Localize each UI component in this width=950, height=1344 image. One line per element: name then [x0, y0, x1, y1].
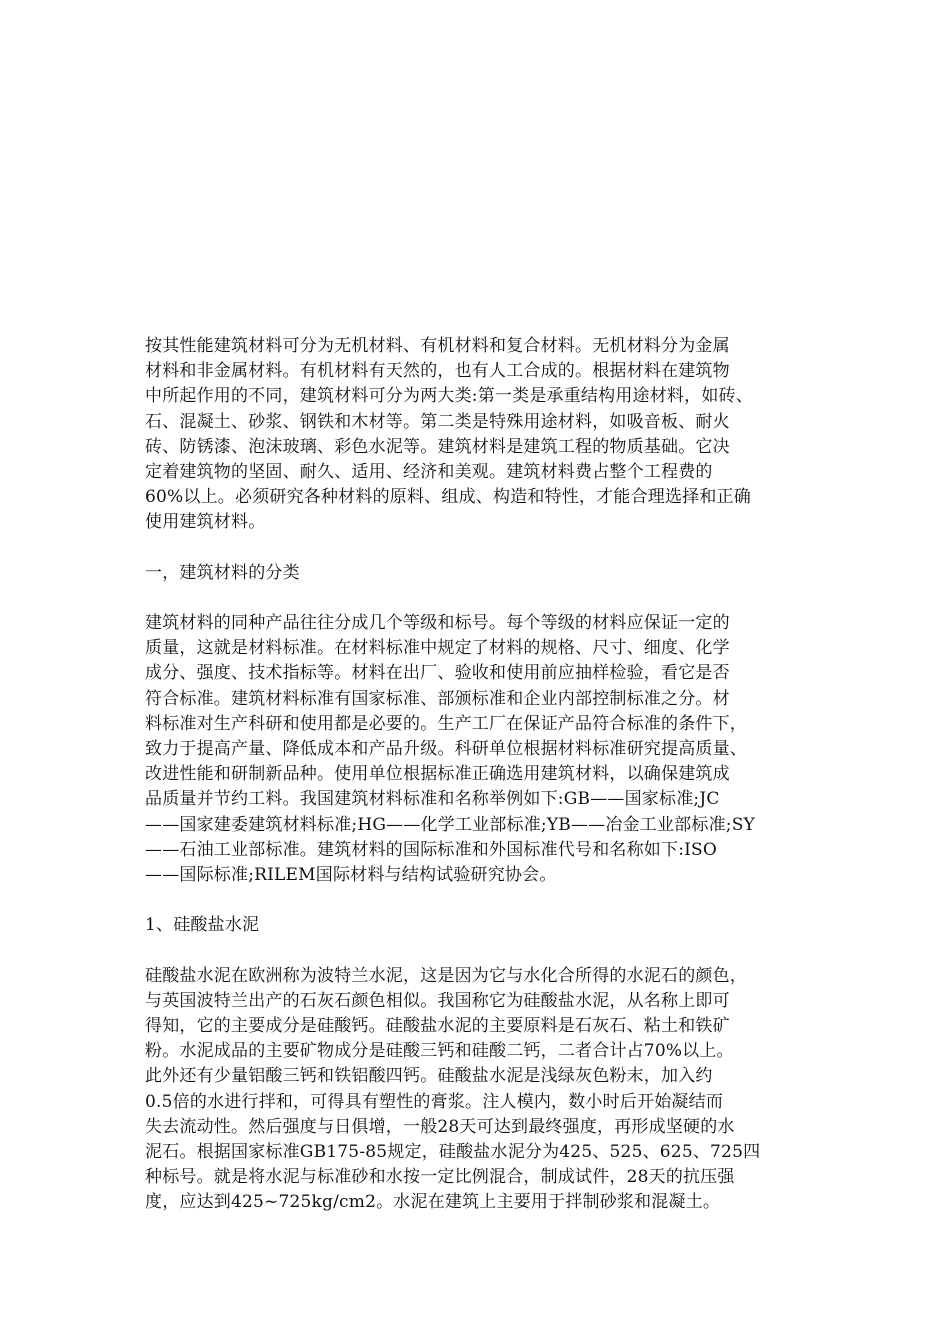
heading-text: 1、硅酸盐水泥 [145, 915, 260, 936]
text-line: ——石油工业部标准。建筑材料的国际标准和外国标准代号和名称如下:ISO [145, 839, 718, 860]
paragraph-spacer [145, 939, 815, 964]
text-line: 材料和非金属材料。有机材料有天然的，也有人工合成的。根据材料在建筑物 [145, 361, 730, 382]
cement-paragraph [145, 964, 815, 1216]
text-line: 度，应达到425~725kg/cm2。水泥在建筑上主要用于拌制砂浆和混凝土。 [145, 1192, 721, 1213]
text-line: 符合标准。建筑材料标准有国家标准、部颁标准和企业内部控制标准之分。材 [145, 688, 730, 709]
paragraph-spacer [145, 586, 815, 611]
text-line: ——国际标准;RILEM国际材料与结构试验研究协会。 [145, 864, 557, 885]
text-line: 得知，它的主要成分是硅酸钙。硅酸盐水泥的主要原料是石灰石、粘土和铁矿 [145, 1016, 730, 1037]
text-line: 60%以上。必须研究各种材料的原料、组成、构造和特性，才能合理选择和正确 [145, 487, 751, 508]
text-line: 品质量并节约工料。我国建筑材料标准和名称举例如下:GB——国家标准;JC [145, 789, 720, 810]
section-heading-classification [145, 561, 815, 586]
text-line: 致力于提高产量、降低成本和产品升级。科研单位根据材料标准研究提高质量、 [145, 739, 747, 759]
text-line: 种标号。就是将水泥与标准砂和水按一定比例混合，制成试件，28天的抗压强 [145, 1167, 735, 1188]
text-line: 粉。水泥成品的主要矿物成分是硅酸三钙和硅酸二钙，二者合计占70%以上。 [145, 1041, 734, 1062]
text-line: 0.5倍的水进行拌和，可得具有塑性的膏浆。注人模内，数小时后开始凝结而 [145, 1091, 724, 1112]
section-heading-cement [145, 913, 815, 938]
text-line: 此外还有少量铝酸三钙和铁铝酸四钙。硅酸盐水泥是浅绿灰色粉末，加入约 [145, 1066, 713, 1087]
paragraph-spacer [145, 536, 815, 561]
text-line: 与英国波特兰出产的石灰石颜色相似。我国称它为硅酸盐水泥，从名称上即可 [145, 990, 730, 1011]
text-line: 料标准对生产科研和使用都是必要的。生产工厂在保证产品符合标准的条件下， [145, 713, 747, 734]
text-line: 石、混凝土、砂浆、钢铁和木材等。第二类是特殊用途材料，如吸音板、耐火 [145, 411, 730, 432]
text-line: 砖、防锈漆、泡沫玻璃、彩色水泥等。建筑材料是建筑工程的物质基础。它决 [145, 436, 730, 457]
text-line: 失去流动性。然后强度与日俱增，一般28天可达到最终强度，再形成坚硬的水 [145, 1116, 735, 1137]
text-line: 中所起作用的不同，建筑材料可分为两大类:第一类是承重结构用途材料，如砖、 [145, 386, 753, 407]
text-line: 定着建筑物的坚固、耐久、适用、经济和美观。建筑材料费占整个工程费的 [145, 461, 713, 482]
text-line: 建筑材料的同种产品往往分成几个等级和标号。每个等级的材料应保证一定的 [145, 613, 730, 634]
paragraph-spacer [145, 888, 815, 913]
text-line: 硅酸盐水泥在欧洲称为波特兰水泥，这是因为它与水化合所得的水泥石的颜色， [145, 965, 747, 986]
heading-text: 一，建筑材料的分类 [145, 562, 300, 583]
text-line: 改进性能和研制新品种。使用单位根据标准正确选用建筑材料，以确保建筑成 [145, 764, 730, 785]
text-line: 质量，这就是材料标准。在材料标准中规定了材料的规格、尺寸、细度、化学 [145, 638, 730, 659]
text-line: ——国家建委建筑材料标准;HG——化学工业部标准;YB——冶金工业部标准;SY [145, 814, 755, 835]
intro-paragraph [145, 334, 815, 536]
text-line: 使用建筑材料。 [145, 512, 266, 533]
standards-paragraph [145, 611, 815, 888]
text-line: 泥石。根据国家标准GB175-85规定，硅酸盐水泥分为425、525、625、725四 [145, 1142, 761, 1162]
text-line: 成分、强度、技术指标等。材料在出厂、验收和使用前应抽样检验，看它是否 [145, 663, 730, 684]
document-body [145, 334, 815, 1216]
text-line: 按其性能建筑材料可分为无机材料、有机材料和复合材料。无机材料分为金属 [145, 336, 730, 356]
